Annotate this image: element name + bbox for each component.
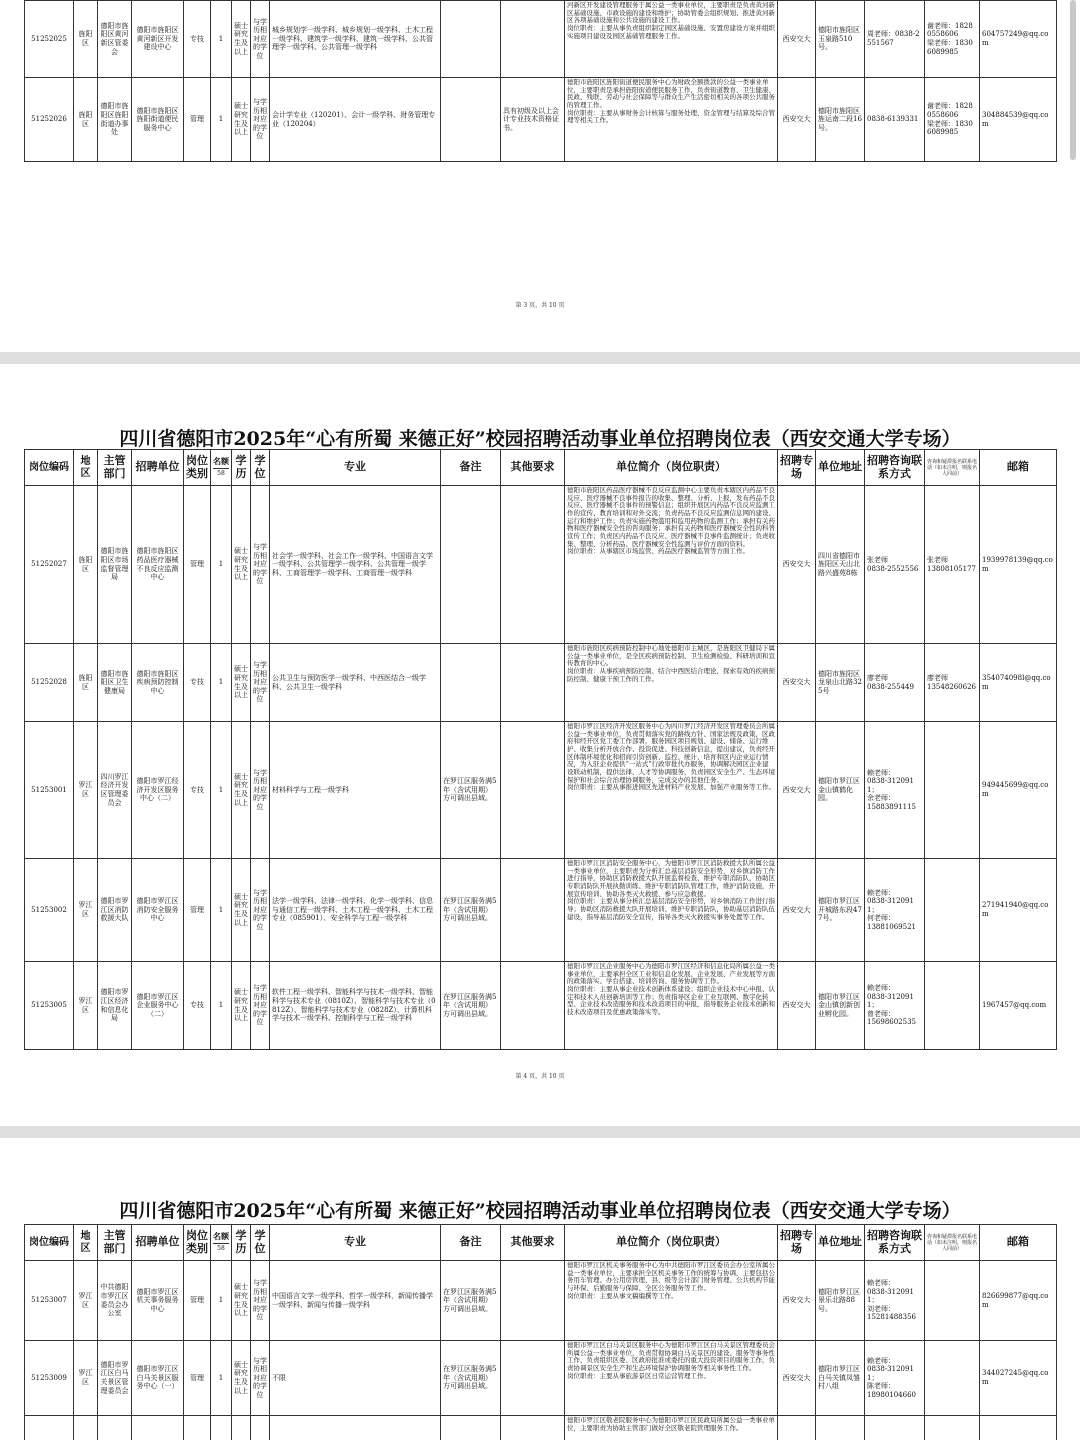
cell-hotline xyxy=(925,859,980,962)
cell-degree: 与学历相对应的学位 xyxy=(251,962,270,1050)
cell-type: 专技 xyxy=(184,962,211,1050)
cell-area: 罗江区 xyxy=(74,722,98,859)
cell-other xyxy=(501,1341,565,1416)
cell-dept: 德阳市旌阳区旌阳街道办事处 xyxy=(98,78,132,162)
header-code: 岗位编码 xyxy=(25,1225,74,1261)
header-email: 邮箱 xyxy=(980,1225,1057,1261)
cell-addr: 德阳市旌阳区龙泉山北路325号 xyxy=(816,644,865,722)
cell-note xyxy=(441,78,501,162)
cell-quota: 1 xyxy=(211,1341,232,1416)
cell-dept: 德阳市旌阳区黄河新区管委会 xyxy=(98,1,132,78)
cell-hotline xyxy=(925,722,980,859)
cell-edu: 硕士研究生及以上 xyxy=(232,962,251,1050)
cell-degree: 与学历相对应的学位 xyxy=(251,1261,270,1341)
cell-venue: 西安交大 xyxy=(778,486,816,644)
cell-major: 软件工程一级学科、智能科学与技术一级学科、智能科学与技术专业（0810Z）、智能科学与技术专业（0812Z）、智能科学与技术专业（0828Z）、计算机科学与技术一级学科、控制科学与工程一级学科 xyxy=(270,962,441,1050)
cell-area xyxy=(74,1416,98,1440)
cell-area: 旌阳区 xyxy=(74,486,98,644)
header-note: 备注 xyxy=(441,450,501,486)
cell-area: 旌阳区 xyxy=(74,644,98,722)
header-quota-label: 名额 xyxy=(213,1230,229,1241)
cell-degree: 与学历相对应的学位 xyxy=(251,722,270,859)
header-note: 备注 xyxy=(441,1225,501,1261)
cell-other xyxy=(501,859,565,962)
cell-consult: 赖老师： 0838-3120911； 刘老师： 15281488356 xyxy=(865,1261,925,1341)
cell-consult: 张老师 0838-2552556 xyxy=(865,486,925,644)
cell-email: 1967457@qq.com xyxy=(980,962,1057,1050)
cell-type: 专技 xyxy=(184,722,211,859)
cell-degree: 与学历相对应的学位 xyxy=(251,1,270,78)
header-dept: 主管部门 xyxy=(98,1225,132,1261)
cell-email: 271941940@qq.com xyxy=(980,859,1057,962)
cell-major: 材料科学与工程一级学科 xyxy=(270,722,441,859)
header-addr: 单位地址 xyxy=(816,1225,865,1261)
cell-dept: 德阳市罗江区白马关景区管理委员会 xyxy=(98,1341,132,1416)
cell-area: 旌阳区 xyxy=(74,78,98,162)
cell-venue: 西安交大 xyxy=(778,78,816,162)
cell-venue xyxy=(778,1416,816,1440)
cell-other xyxy=(501,1,565,78)
cell-other xyxy=(501,1261,565,1341)
table-row xyxy=(25,962,1057,1050)
cell-edu xyxy=(232,1416,251,1440)
cell-addr: 德阳市旌阳区玉泉路510号。 xyxy=(816,1,865,78)
cell-addr: 德阳市罗江区金山镇鹤化园。 xyxy=(816,722,865,859)
cell-email: 1939978139@qq.com xyxy=(980,486,1057,644)
cell-degree xyxy=(251,1416,270,1440)
cell-consult: 赖老师： 0838-3120911； 陈老师： 18980104660 xyxy=(865,1341,925,1416)
cell-email: 344027245@qq.com xyxy=(980,1341,1057,1416)
cell-intro: 德阳市罗江区白马关景区服务中心为德阳市罗江区白马关景区管理委员会所属公益一类事业单位，负责贯彻协调白马关景区的建设、服务等事务性工作，负责组织区委、区政府批准或委托的重大投资项目的服务工作，负责协调景区安全生产和生态环境保护协调服务等相关事务性工作。 岗位职责：主要从事旅游景区日常运营管理工作。 xyxy=(565,1341,778,1416)
header-area: 地区 xyxy=(74,450,98,486)
cell-quota xyxy=(211,1416,232,1440)
page-title: 四川省德阳市2025年“心有所蜀 来德正好”校园招聘活动事业单位招聘岗位表（西安交通大学专场） xyxy=(119,1200,961,1222)
cell-other xyxy=(501,486,565,644)
cell-major: 中国语言文学一级学科、哲学一级学科、新闻传播学一级学科、新闻与传播一级学科 xyxy=(270,1261,441,1341)
cell-code: 51252028 xyxy=(25,644,74,722)
cell-other xyxy=(501,1416,565,1440)
cell-edu: 硕士研究生及以上 xyxy=(232,644,251,722)
cell-major: 法学一级学科、法律一级学科、化学一级学科、信息与通信工程一级学科、土木工程一级学科、土木工程专业（085901）、安全科学与工程一级学科 xyxy=(270,859,441,962)
cell-note xyxy=(441,1416,501,1440)
header-consult: 招聘咨询联系方式 xyxy=(865,1225,925,1261)
header-intro: 单位简介（岗位职责） xyxy=(565,450,778,486)
header-degree: 学位 xyxy=(251,450,270,486)
table-row xyxy=(25,644,1057,722)
cell-consult: 赖老师： 0838-3120911； 曾老师： 15698602535 xyxy=(865,962,925,1050)
cell-intro: 德阳市罗江区消防安全服务中心，为德阳市罗江区消防救援大队所属公益一类事业单位，主要职责为分析汇总基层消防安全形势，对乡镇消防工作进行指导，协助区消防救援大队开展监督检查、维护专职消防队，协助区专职消防队开展执勤训练、维护专职消防队管理工作，维护消防设施，开展宣传培训、协助各类灭火救援、参与应急救援。 岗位职责：主要从事分析汇总基层消防安全形势，对乡镇消防工作进行指导；协助区消防救援大队开展培训、维护专职消防队，协助基层消防队伍建设，指导基层消防安全宣传，指导各类灭火救援实事务处置等工作。 xyxy=(565,859,778,962)
cell-type: 管理 xyxy=(184,1341,211,1416)
cell-area: 罗江区 xyxy=(74,1261,98,1341)
cell-hotline xyxy=(925,1341,980,1416)
cell-venue: 西安交大 xyxy=(778,962,816,1050)
cell-dept: 德阳市旌阳区市场监督管理局 xyxy=(98,486,132,644)
cell-unit: 德阳市罗江区企业服务中心（二） xyxy=(132,962,184,1050)
cell-quota: 1 xyxy=(211,644,232,722)
header-degree: 学位 xyxy=(251,1225,270,1261)
cell-note: 在罗江区服务满5年（含试用期）方可调出县域。 xyxy=(441,1261,501,1341)
cell-quota: 1 xyxy=(211,1,232,78)
cell-note: 在罗江区服务满5年（含试用期）方可调出县域。 xyxy=(441,859,501,962)
cell-type: 管理 xyxy=(184,78,211,162)
table-row xyxy=(25,1341,1057,1416)
cell-other xyxy=(501,722,565,859)
cell-area: 罗江区 xyxy=(74,962,98,1050)
cell-type: 专技 xyxy=(184,1,211,78)
cell-edu: 硕士研究生及以上 xyxy=(232,1,251,78)
cell-venue: 西安交大 xyxy=(778,1,816,78)
cell-note: 在罗江区服务满5年（含试用期）方可调出县域。 xyxy=(441,722,501,859)
cell-type: 管理 xyxy=(184,486,211,644)
cell-code: 51253009 xyxy=(25,1341,74,1416)
cell-quota: 1 xyxy=(211,722,232,859)
scrollbar[interactable] xyxy=(1070,0,1076,160)
header-quota-total: 58 xyxy=(213,1243,229,1253)
cell-code: 51252026 xyxy=(25,78,74,162)
cell-quota: 1 xyxy=(211,962,232,1050)
pdf-page-5 xyxy=(0,1138,1080,1440)
header-type: 岗位类别 xyxy=(184,1225,211,1261)
cell-intro: 德阳市旌阳区药品医疗器械不良反应监测中心主要负责本辖区内药品不良反应、医疗器械不良事件报告的收集、整理、分析、上报，发布药品不良反应、医疗器械不良事件的预警信息；组织开展区内药品不良反应监测工作的宣传、教育培训和对外交流；负责药品不良反应监测信息网的建设、运行和维护工作；负责实施药物滥用和监用药物的监测工作；承担有关药物和医疗器械安全性的咨询服务；承担有关药物和医疗器械安全性的科普宣传工作；负责区内药品不良反应、医疗器械不良事件监测统计；负责收集、整理、分析药品、医疗器械安全性监测与评价方面的资料。 岗位职责：从事辖区市场监管、药品医疗器械监管等方面工作。 xyxy=(565,486,778,644)
cell-email: 949445699@qq.com xyxy=(980,722,1057,859)
table-header-row xyxy=(25,1225,1057,1261)
table-row xyxy=(25,486,1057,644)
cell-intro: 河新区开发建设管理服务于属公益一类事业单位，主要职责是负责黄河新区基础设施、市政设施的建设和维护；协助管委会组织规划、推进黄河新区各项基础设施和公共设施的建设工作。 岗位职责：主要从事负责组织制定园区基础设施、安置房建设方案并组织实施项目建设及园区基础管理服务工作。 xyxy=(565,1,778,78)
cell-unit: 德阳市旌阳区黄河新区开发建设中心 xyxy=(132,1,184,78)
cell-major: 不限 xyxy=(270,1341,441,1416)
cell-edu: 硕士研究生及以上 xyxy=(232,1341,251,1416)
table-row xyxy=(25,859,1057,962)
header-edu: 学历 xyxy=(232,450,251,486)
cell-code: 51253007 xyxy=(25,1261,74,1341)
cell-venue: 西安交大 xyxy=(778,722,816,859)
table-row xyxy=(25,78,1057,162)
cell-consult: 0838-6139331 xyxy=(865,78,925,162)
header-other: 其他要求 xyxy=(501,450,565,486)
page-number: 第 4 页，共 10 页 xyxy=(515,1073,565,1080)
cell-hotline: 谢老师：18280558606 梁老师：18306089985 xyxy=(925,78,980,162)
cell-email: 354074098l@qq.com xyxy=(980,644,1057,722)
cell-venue: 西安交大 xyxy=(778,1341,816,1416)
cell-note xyxy=(441,644,501,722)
cell-note: 在罗江区服务满5年（含试用期）方可调出县域。 xyxy=(441,1341,501,1416)
pdf-page-4 xyxy=(0,364,1080,1126)
cell-area: 旌阳区 xyxy=(74,1,98,78)
header-area: 地区 xyxy=(74,1225,98,1261)
positions-table-p3 xyxy=(24,0,1057,162)
cell-edu: 硕士研究生及以上 xyxy=(232,486,251,644)
cell-hotline xyxy=(925,1416,980,1440)
cell-unit: 德阳市罗江经济开发区服务中心（二） xyxy=(132,722,184,859)
cell-edu: 硕士研究生及以上 xyxy=(232,722,251,859)
cell-major: 城乡规划学一级学科、城乡规划一级学科、土木工程一级学科、建筑学一级学科、建筑一级学科、公共管理学一级学科、公共管理一级学科 xyxy=(270,1,441,78)
header-unit: 招聘单位 xyxy=(132,450,184,486)
cell-consult: 周老师：0838-2551567 xyxy=(865,1,925,78)
cell-quota: 1 xyxy=(211,859,232,962)
header-unit: 招聘单位 xyxy=(132,1225,184,1261)
cell-code: 51253001 xyxy=(25,722,74,859)
cell-quota: 1 xyxy=(211,486,232,644)
header-other: 其他要求 xyxy=(501,1225,565,1261)
cell-hotline xyxy=(925,962,980,1050)
table-row xyxy=(25,1261,1057,1341)
cell-edu: 硕士研究生及以上 xyxy=(232,859,251,962)
cell-type: 专技 xyxy=(184,644,211,722)
cell-hotline: 谢老师：18280558606 梁老师：18306089985 xyxy=(925,1,980,78)
cell-addr: 四川省德阳市旌阳区天山北路兴盛苑8栋 xyxy=(816,486,865,644)
cell-addr: 德阳市罗江区开城路东段477号。 xyxy=(816,859,865,962)
cell-code: 51253002 xyxy=(25,859,74,962)
cell-degree: 与学历相对应的学位 xyxy=(251,486,270,644)
header-quota xyxy=(211,450,232,486)
cell-type: 管理 xyxy=(184,859,211,962)
cell-other: 具有初级及以上会计专业技术资格证书。 xyxy=(501,78,565,162)
cell-consult: 赖老师： 0838-3120911； 何老师： 13881069521 xyxy=(865,859,925,962)
cell-intro: 德阳市罗江区企业服务中心为德阳市罗江区经济和信息化局所属公益一类事业单位，主要承担全区工业和信息化发展、企业发展、产业发展等方面的政策落实、学台搭建、培训咨询、服务协调等工作。 岗位职责：主要从事企业技术创新体系建设；组织企业技术中心申报、认定和技术人员创新培训等工作；负责指导区企业工业互联网、数字化转型、企业技术改造服务和技术改造项目的申报，指导服务企业技术创新和技术改造项目及优惠政策落实等。 xyxy=(565,962,778,1050)
cell-other xyxy=(501,962,565,1050)
cell-unit: 德阳市旌阳区旌阳街道便民服务中心 xyxy=(132,78,184,162)
cell-unit xyxy=(132,1416,184,1440)
table-row xyxy=(25,722,1057,859)
cell-other xyxy=(501,644,565,722)
header-email: 邮箱 xyxy=(980,450,1057,486)
cell-unit: 德阳市罗江区白马关景区服务中心（一） xyxy=(132,1341,184,1416)
header-code: 岗位编码 xyxy=(25,450,74,486)
header-edu: 学历 xyxy=(232,1225,251,1261)
cell-degree: 与学历相对应的学位 xyxy=(251,644,270,722)
cell-intro: 德阳市罗江区敬老院服务中心为德阳市罗江区民政局所属公益一类事业单位，主要职责为协助主管部门做好全区敬老院管理服务工作。 xyxy=(565,1416,778,1440)
page-number: 第 3 页，共 10 页 xyxy=(515,302,565,309)
cell-code: 51252027 xyxy=(25,486,74,644)
header-consult: 招聘咨询联系方式 xyxy=(865,450,925,486)
cell-major: 会计学专业（120201）、会计一级学科、财务管理专业（120204） xyxy=(270,78,441,162)
cell-intro: 德阳市罗江区经济开发区服务中心为四川罗江经济开发区管理委员会所属公益一类事业单位，负责贯彻落实党的路线方针、国家法规及政策，区政府和经开区党工委工作部署，服务园区项目规划、建设、储备、运行维护、收集分析开放合作、投资促进、科技创新信息，提出建议，负责经开区体制环境优化和招商引资创新、监控、统计、培育和区内企业运行情况，为入驻企业提供“一站式”行政审批代办服务，协调解决园区企业建设联动机制，提供法律、人才等协调服务，负责园区安全生产、生态环境保护和社会综合治理协调服务，完成交办的其他任务。 岗位职责：主要从事推进园区先进材料产业发展、加强产业服务等工作。 xyxy=(565,722,778,859)
header-addr: 单位地址 xyxy=(816,450,865,486)
header-intro: 单位简介（岗位职责） xyxy=(565,1225,778,1261)
table-row xyxy=(25,1416,1057,1440)
page-separator xyxy=(0,352,1080,364)
cell-unit: 德阳市旌阳区药品医疗器械不良反应监测中心 xyxy=(132,486,184,644)
cell-quota: 1 xyxy=(211,78,232,162)
cell-email: 826699877@qq.com xyxy=(980,1261,1057,1341)
cell-code: 51252025 xyxy=(25,1,74,78)
cell-addr xyxy=(816,1416,865,1440)
cell-email: 604757249@qq.com xyxy=(980,1,1057,78)
cell-venue: 西安交大 xyxy=(778,644,816,722)
header-hotline: 咨询和疑滞报名联系电话（如未注明，则报名人同前） xyxy=(925,1225,980,1261)
header-quota-total: 58 xyxy=(213,468,229,478)
cell-email xyxy=(980,1416,1057,1440)
cell-note xyxy=(441,486,501,644)
cell-code: 51253005 xyxy=(25,962,74,1050)
page-title: 四川省德阳市2025年“心有所蜀 来德正好”校园招聘活动事业单位招聘岗位表（西安交通大学专场） xyxy=(119,428,961,450)
pdf-page-3 xyxy=(0,0,1080,352)
cell-hotline: 张老师 13808105177 xyxy=(925,486,980,644)
cell-venue: 西安交大 xyxy=(778,859,816,962)
cell-area: 罗江区 xyxy=(74,859,98,962)
cell-unit: 德阳市罗江区消防安全服务中心 xyxy=(132,859,184,962)
cell-degree: 与学历相对应的学位 xyxy=(251,78,270,162)
cell-consult xyxy=(865,1416,925,1440)
positions-table-p5 xyxy=(24,1224,1057,1440)
cell-consult: 赖老师： 0838-3120911； 余老师： 15883891115 xyxy=(865,722,925,859)
cell-major: 公共卫生与预防医学一级学科、中西医结合一级学科、公共卫生一级学科 xyxy=(270,644,441,722)
cell-degree: 与学历相对应的学位 xyxy=(251,1341,270,1416)
cell-note: 在罗江区服务满5年（含试用期）方可调出县域。 xyxy=(441,962,501,1050)
cell-venue: 西安交大 xyxy=(778,1261,816,1341)
cell-intro: 德阳市旌阳区旌阳街道便民服务中心为财政全额拨款的公益一类事业单位，主要职责是承担旌阳街道便民服务工作，负责街道教育、卫生健康、民政、残联、劳动与社会保障等与群众生产生活密切相关的各项公共服务的管理工作。 岗位职责：主要从事财务会计核算与服务处理、资金管理与结算及综合管理等相关工作。 xyxy=(565,78,778,162)
cell-addr: 德阳市罗江区金山镇创新创业孵化园。 xyxy=(816,962,865,1050)
cell-code xyxy=(25,1416,74,1440)
cell-quota: 1 xyxy=(211,1261,232,1341)
cell-intro: 德阳市罗江区机关事务服务中心为中共德阳市罗江区委员会办公室所属公益一类事业单位，主要承担全区机关事务工作的统筹与协调，主要包括公务用车管理、办公用房管理、县、级等会计部门财务管理、公共机构节能与环保、后勤服务与保障、全区公务服务等工作。 岗位职责：主要从事文稿编撰等工作。 xyxy=(565,1261,778,1341)
cell-major: 社会学一级学科、社会工作一级学科、中国语言文学一级学科、公共管理学一级学科、公共管理一级学科、工商管理学一级学科、工商管理一级学科 xyxy=(270,486,441,644)
cell-hotline: 廖老师 13548260626 xyxy=(925,644,980,722)
positions-table-p4 xyxy=(24,449,1057,1050)
header-hotline: 咨询和疑滞报名联系电话（如未注明，则报名人同前） xyxy=(925,450,980,486)
cell-dept: 四川罗江经济开发区管理委员会 xyxy=(98,722,132,859)
cell-email: 304884539@qq.com xyxy=(980,78,1057,162)
header-venue: 招聘专场 xyxy=(778,1225,816,1261)
table-row xyxy=(25,1,1057,78)
header-dept: 主管部门 xyxy=(98,450,132,486)
cell-type: 管理 xyxy=(184,1261,211,1341)
cell-consult: 廖老师 0838-255449 xyxy=(865,644,925,722)
header-quota xyxy=(211,1225,232,1261)
cell-dept xyxy=(98,1416,132,1440)
cell-addr: 德阳市旌阳区旌运南二段16号。 xyxy=(816,78,865,162)
cell-dept: 德阳市罗江区经济和信息化局 xyxy=(98,962,132,1050)
cell-area: 罗江区 xyxy=(74,1341,98,1416)
table-header-row xyxy=(25,450,1057,486)
cell-degree: 与学历相对应的学位 xyxy=(251,859,270,962)
cell-unit: 德阳市罗江区机关事务服务中心 xyxy=(132,1261,184,1341)
cell-dept: 德阳市旌阳区卫生健康局 xyxy=(98,644,132,722)
cell-dept: 德阳市罗江区消防救援大队 xyxy=(98,859,132,962)
cell-note xyxy=(441,1,501,78)
header-major: 专业 xyxy=(270,1225,441,1261)
cell-dept: 中共德阳市罗江区委员会办公室 xyxy=(98,1261,132,1341)
cell-addr: 德阳市罗江区景乐北路88号。 xyxy=(816,1261,865,1341)
cell-edu: 硕士研究生及以上 xyxy=(232,1261,251,1341)
cell-unit: 德阳市旌阳区疾病预防控制中心 xyxy=(132,644,184,722)
cell-major xyxy=(270,1416,441,1440)
header-venue: 招聘专场 xyxy=(778,450,816,486)
header-type: 岗位类别 xyxy=(184,450,211,486)
cell-edu: 硕士研究生及以上 xyxy=(232,78,251,162)
cell-type xyxy=(184,1416,211,1440)
page-separator xyxy=(0,1126,1080,1138)
cell-intro: 德阳市旌阳区疾病预防控制中心地处德阳市主城区，是旌阳区卫健局下属公益一类事业单位，是全区疾病预防控制、卫生检测检验、科研培训和宣传教育的中心。 岗位职责：从事疾病预防控制、结合中西医结合理论，探索有效的疾病预防控制、健康干预工作的工作。 xyxy=(565,644,778,722)
cell-hotline xyxy=(925,1261,980,1341)
header-major: 专业 xyxy=(270,450,441,486)
cell-addr: 德阳市罗江区白马关镇凤雏村八组 xyxy=(816,1341,865,1416)
header-quota-label: 名额 xyxy=(213,455,229,466)
